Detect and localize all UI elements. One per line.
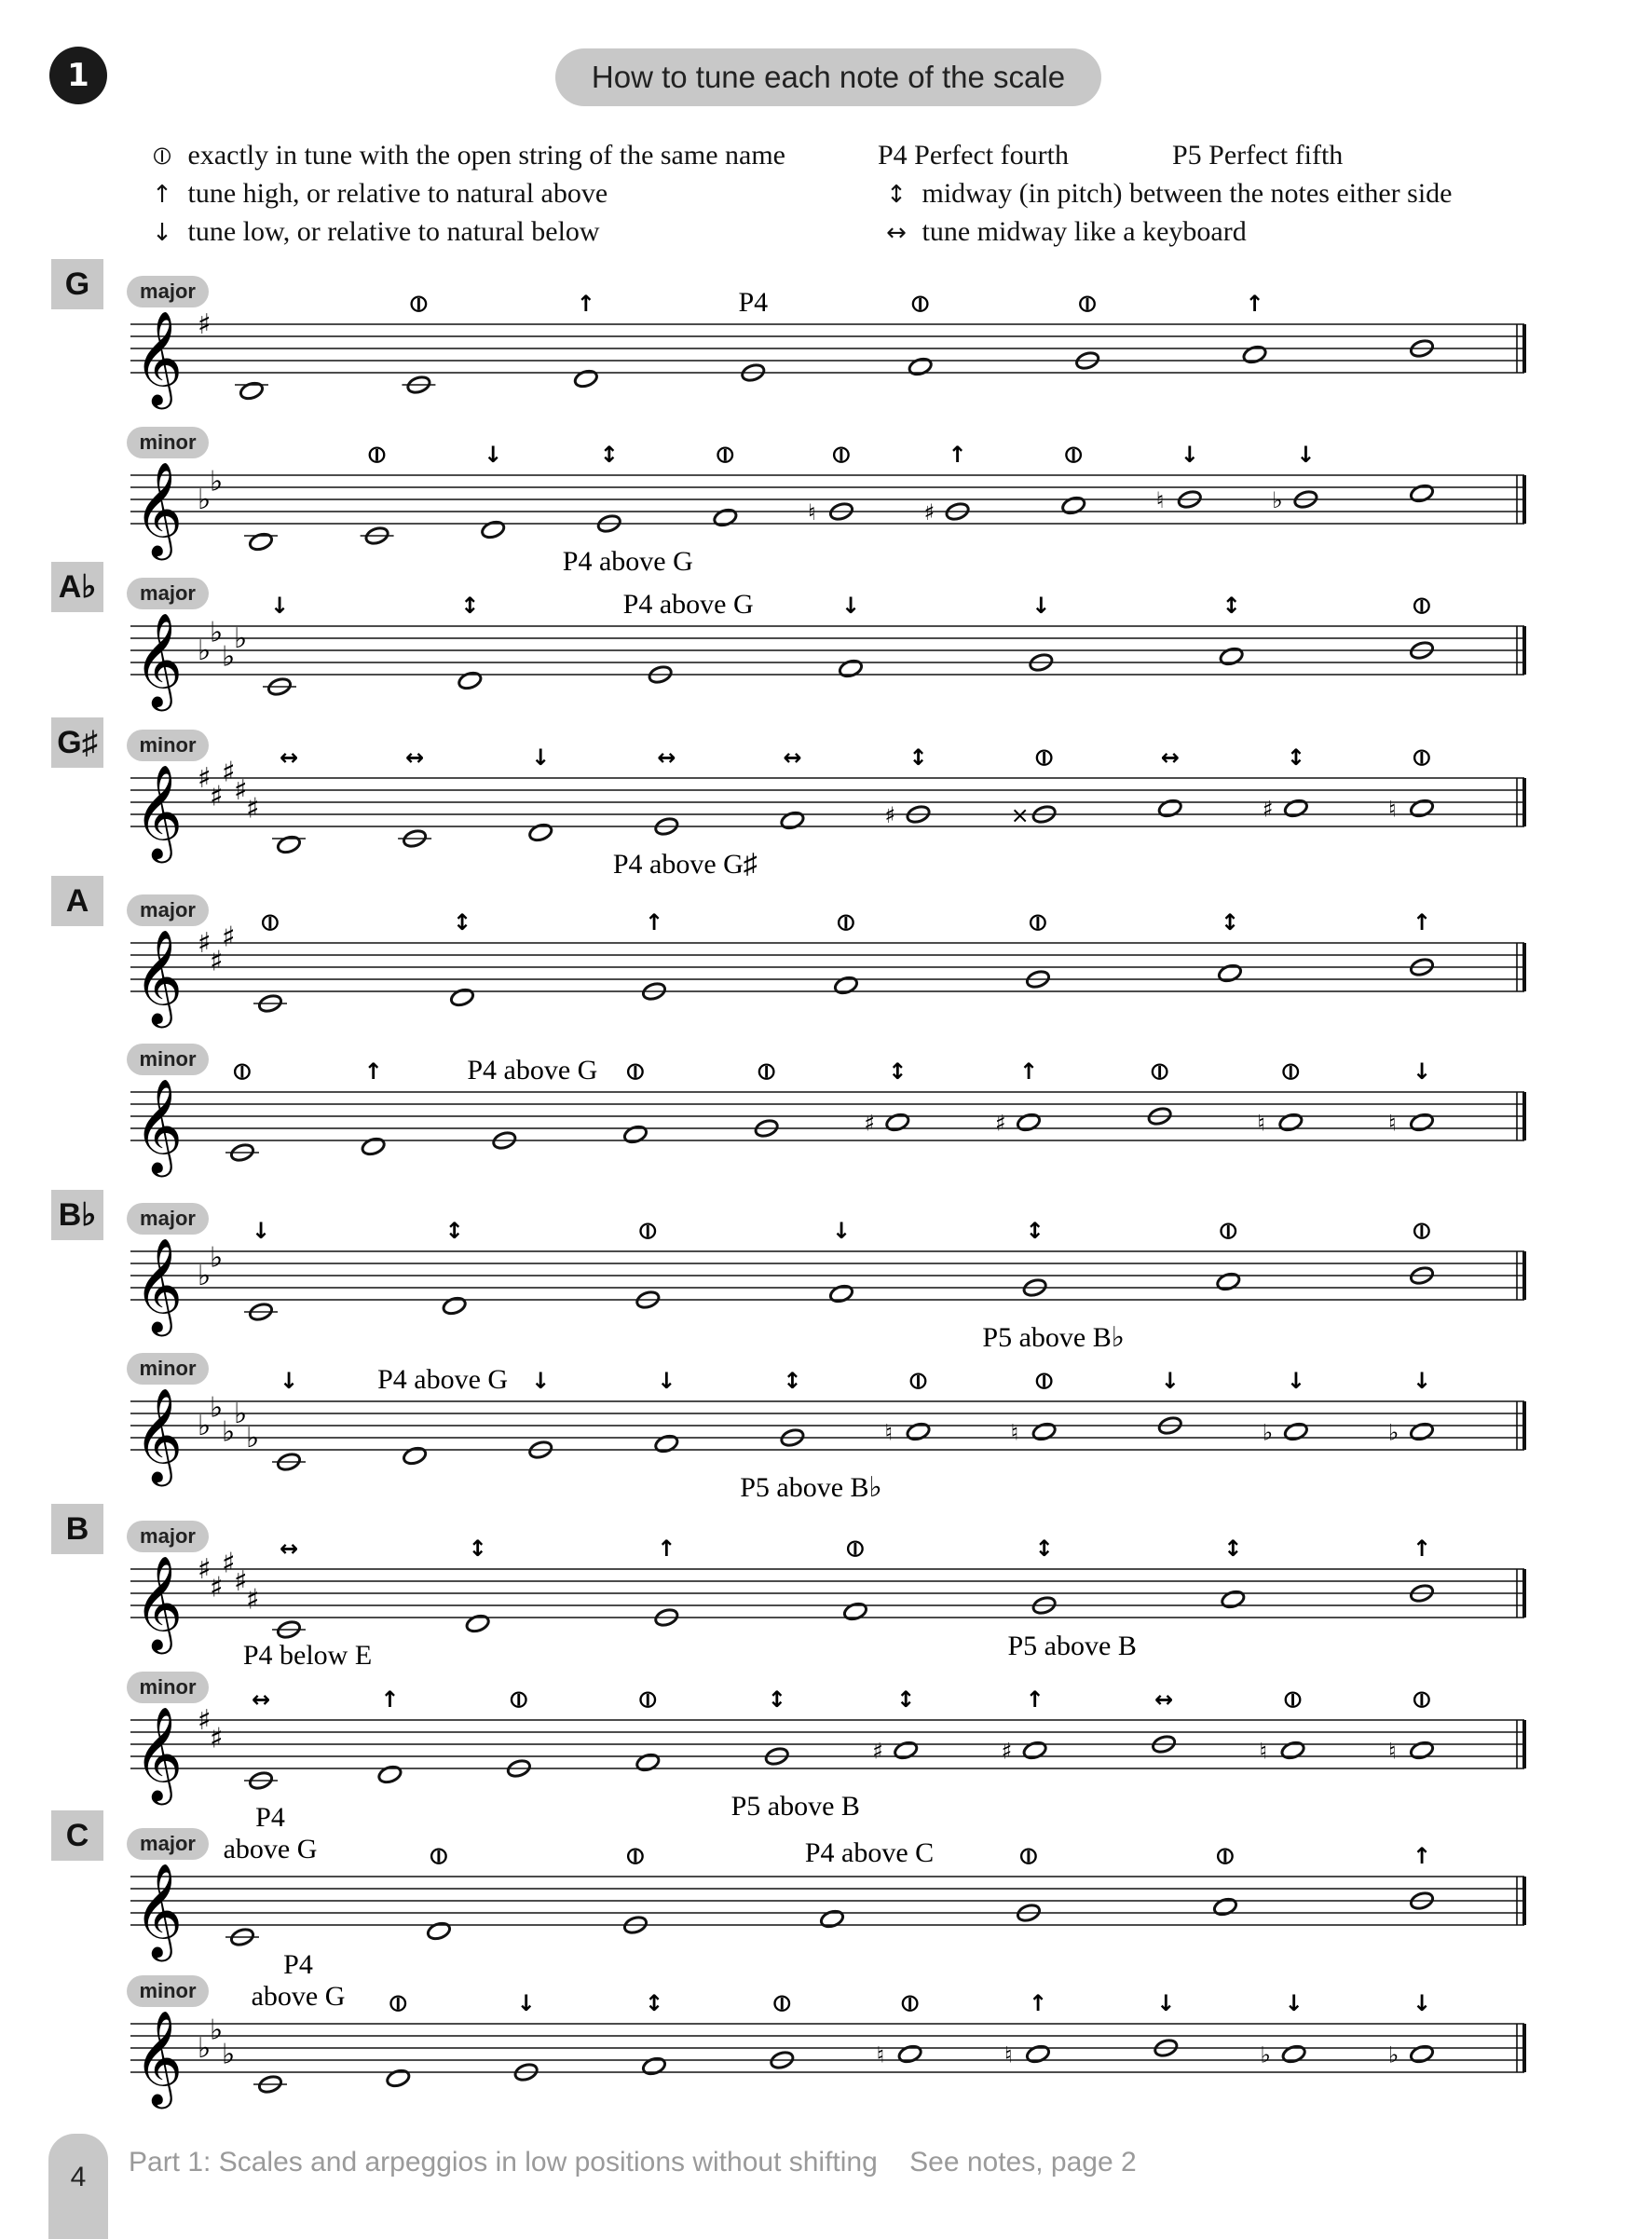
arrow-updown-icon: ↕: [1222, 593, 1241, 619]
key-sharp-icon: ♯: [198, 308, 212, 341]
treble-clef-icon: 𝄞: [134, 611, 184, 707]
key-flat-icon: ♭: [198, 1410, 212, 1442]
in-tune-circle-icon: ⦶: [717, 442, 734, 468]
mode-major-b-flat: major: [127, 1203, 209, 1235]
note-accidental-icon: ×: [1010, 802, 1030, 828]
arrow-updown-icon: ↕: [767, 1686, 786, 1713]
whole-note: [442, 1295, 468, 1316]
in-tune-circle-icon: ⦶: [833, 442, 850, 468]
whole-note: [1025, 2043, 1051, 2064]
in-tune-circle-icon: ⦶: [430, 1843, 447, 1869]
note-accidental-icon: ♮: [1259, 1738, 1268, 1765]
arrow-up-icon: ↑: [576, 291, 595, 317]
interval-label: P4 below E: [242, 1640, 373, 1671]
treble-clef-icon: 𝄞: [134, 1236, 184, 1332]
in-tune-circle-icon: ⦶: [909, 1368, 927, 1394]
interval-label: P4 above G: [622, 589, 754, 620]
treble-clef-icon: 𝄞: [134, 1862, 184, 1958]
arrow-down-icon: ↓: [484, 442, 503, 468]
key-flat-icon: ♭: [210, 465, 224, 498]
key-sharp-icon: ♯: [222, 756, 236, 789]
whole-note: [527, 822, 553, 842]
interval-label: above G: [251, 1981, 346, 2012]
key-sharp-icon: ♯: [210, 1571, 224, 1604]
arrow-leftright-icon: ↔: [279, 1536, 299, 1562]
legend-p5: P5 Perfect fifth: [1172, 140, 1344, 171]
whole-note: [622, 1124, 649, 1144]
in-tune-circle-icon: ⦶: [410, 291, 428, 317]
page-number-tab: 4: [48, 2134, 108, 2239]
legend-in-tune-text: exactly in tune with the open string of the same name: [187, 140, 785, 171]
footer: [129, 2147, 1161, 2178]
arrow-down-icon: ↓: [1180, 442, 1199, 468]
whole-note: [1409, 1740, 1435, 1760]
whole-note: [1409, 483, 1435, 503]
arrow-updown-icon: ↕: [599, 442, 619, 468]
in-tune-circle-icon: ⦶: [1284, 1686, 1302, 1713]
key-flat-icon: ♭: [198, 2032, 212, 2065]
page-title: How to tune each note of the scale: [555, 48, 1101, 106]
arrow-down-icon: ↓: [657, 1368, 676, 1394]
key-flat-icon: ♭: [198, 1260, 212, 1292]
note-accidental-icon: ♭: [1388, 2041, 1399, 2068]
note-accidental-icon: ♮: [884, 1419, 894, 1446]
interval-label: P4: [283, 1949, 313, 1980]
whole-note: [838, 658, 864, 678]
key-label-b: B: [51, 1504, 103, 1554]
whole-note: [1022, 1740, 1048, 1760]
whole-note: [1060, 495, 1086, 515]
arrow-down-icon: ↓: [152, 219, 172, 247]
whole-note: [1277, 1112, 1304, 1132]
arrow-updown-icon: ↕: [886, 181, 907, 209]
whole-note: [385, 2068, 411, 2088]
whole-note: [276, 834, 302, 854]
whole-note: [1031, 1421, 1058, 1441]
mode-minor-b: minor: [127, 1672, 209, 1703]
legend-p4: P4 Perfect fourth: [878, 140, 1069, 171]
arrow-down-icon: ↓: [1412, 1058, 1432, 1085]
arrow-up-icon: ↑: [644, 909, 664, 935]
arrow-updown-icon: ↕: [1286, 744, 1305, 771]
arrow-down-icon: ↓: [1031, 593, 1051, 619]
whole-note: [457, 670, 483, 690]
arrow-updown-icon: ↕: [460, 593, 480, 619]
in-tune-circle-icon: ⦶: [1413, 1686, 1430, 1713]
arrow-updown-icon: ↕: [1220, 909, 1240, 935]
key-flat-icon: ♭: [234, 622, 248, 655]
arrow-down-icon: ↓: [1412, 1368, 1432, 1394]
whole-note: [908, 356, 934, 376]
arrow-leftright-icon: ↔: [405, 744, 425, 771]
note-accidental-icon: ♮: [1004, 2041, 1013, 2068]
in-tune-circle-icon: ⦶: [1030, 909, 1046, 935]
arrow-leftright-icon: ↔: [657, 744, 676, 771]
arrow-leftright-icon: ↔: [251, 1686, 271, 1713]
note-accidental-icon: ♮: [1388, 1110, 1397, 1137]
in-tune-circle-icon: ⦶: [1079, 291, 1096, 317]
legend-midway-text: midway (in pitch) between the notes either side: [922, 178, 1453, 209]
mode-major-b: major: [127, 1521, 209, 1552]
arrow-up-icon: ↑: [1018, 1058, 1039, 1085]
whole-note: [1409, 798, 1435, 818]
note-accidental-icon: ♮: [1010, 1419, 1019, 1446]
arrow-down-icon: ↓: [1286, 1368, 1305, 1394]
arrow-down-icon: ↓: [531, 744, 551, 771]
key-label-g: G: [51, 259, 103, 309]
key-flat-icon: ♭: [198, 484, 212, 516]
arrow-up-icon: ↑: [948, 442, 967, 468]
footer-part-text: Part 1: Scales and arpeggios in low positions without shifting: [129, 2147, 878, 2178]
key-sharp-icon: ♯: [234, 774, 248, 807]
in-tune-circle-icon: ⦶: [758, 1058, 775, 1085]
arrow-down-icon: ↓: [1296, 442, 1316, 468]
key-flat-icon: ♭: [222, 1415, 236, 1449]
arrow-updown-icon: ↕: [444, 1218, 464, 1244]
key-sharp-icon: ♯: [246, 1583, 260, 1617]
in-tune-circle-icon: ⦶: [1217, 1843, 1234, 1869]
treble-clef-icon: 𝄞: [134, 2009, 184, 2105]
whole-note: [239, 380, 265, 401]
arrow-down-icon: ↓: [831, 1218, 852, 1244]
arrow-down-icon: ↓: [840, 593, 861, 619]
in-tune-circle-icon: ⦶: [639, 1218, 657, 1244]
note-accidental-icon: ♯: [1262, 796, 1274, 823]
whole-note: [465, 1613, 491, 1633]
treble-clef-icon: 𝄞: [134, 763, 184, 859]
arrow-down-icon: ↓: [251, 1218, 271, 1244]
in-tune-circle-icon: ⦶: [911, 291, 929, 317]
mode-minor-b-flat: minor: [127, 1353, 209, 1385]
key-sharp-icon: ♯: [210, 780, 224, 813]
arrow-up-icon: ↑: [1412, 1843, 1432, 1869]
arrow-up-icon: ↑: [380, 1686, 400, 1713]
key-flat-icon: ♭: [246, 1422, 260, 1454]
treble-clef-icon: 𝄞: [134, 928, 184, 1024]
in-tune-circle-icon: ⦶: [1020, 1843, 1037, 1869]
whole-note: [1280, 1740, 1306, 1760]
in-tune-circle-icon: ⦶: [262, 909, 279, 935]
arrow-down-icon: ↓: [1284, 1990, 1304, 2016]
interval-label: P4 above G: [377, 1364, 509, 1395]
note-accidental-icon: ♯: [923, 499, 935, 526]
mode-minor-g-sharp: minor: [127, 730, 209, 761]
in-tune-circle-icon: ⦶: [1413, 593, 1430, 619]
whole-note: [641, 2055, 667, 2076]
treble-clef-icon: 𝄞: [134, 309, 184, 405]
in-tune-circle-icon: ⦶: [511, 1686, 527, 1713]
whole-note: [780, 810, 806, 830]
key-flat-icon: ♭: [198, 635, 212, 667]
whole-note: [1281, 2043, 1307, 2064]
in-tune-circle-icon: ⦶: [838, 909, 854, 935]
interval-label: P4 above G: [562, 546, 693, 577]
interval-label: P4: [738, 287, 769, 318]
interval-label: above G: [223, 1834, 318, 1864]
interval-label: P5 above B♭: [982, 1322, 1125, 1353]
arrow-up-icon: ↑: [1028, 1990, 1048, 2016]
mode-minor-c: minor: [127, 1975, 209, 2007]
arrow-down-icon: ↓: [1412, 1990, 1432, 2016]
in-tune-circle-icon: ⦶: [847, 1536, 864, 1562]
arrow-leftright-icon: ↔: [1160, 744, 1180, 771]
in-tune-circle-icon: ⦶: [1035, 744, 1053, 771]
note-accidental-icon: ♭: [1262, 1419, 1274, 1446]
whole-note: [1157, 798, 1183, 818]
note-accidental-icon: ♯: [884, 802, 896, 828]
key-sharp-icon: ♯: [198, 1704, 212, 1737]
arrow-updown-icon: ↕: [888, 1058, 908, 1085]
whole-note: [449, 987, 475, 1007]
in-tune-circle-icon: ⦶: [389, 1990, 407, 2016]
arrow-updown-icon: ↕: [908, 744, 928, 771]
in-tune-circle-icon: ⦶: [153, 143, 171, 171]
whole-note: [377, 1764, 403, 1784]
mode-major-a: major: [127, 894, 209, 926]
whole-note: [819, 1908, 845, 1929]
interval-label: P4 above G♯: [612, 849, 758, 880]
key-flat-icon: ♭: [210, 2014, 224, 2047]
note-accidental-icon: ♮: [1257, 1110, 1265, 1137]
key-sharp-icon: ♯: [198, 762, 212, 795]
in-tune-circle-icon: ⦶: [1413, 1218, 1430, 1244]
whole-note: [1016, 1112, 1042, 1132]
whole-note: [1242, 344, 1268, 364]
arrow-down-icon: ↓: [516, 1990, 536, 2016]
note-accidental-icon: ♭: [1388, 1419, 1399, 1446]
in-tune-circle-icon: ⦶: [1151, 1058, 1168, 1085]
arrow-down-icon: ↓: [531, 1368, 551, 1394]
arrow-updown-icon: ↕: [644, 1990, 664, 2016]
arrow-down-icon: ↓: [1160, 1368, 1180, 1394]
whole-note: [1219, 646, 1245, 666]
in-tune-circle-icon: ⦶: [773, 1990, 791, 2016]
arrow-up-icon: ↑: [363, 1058, 383, 1085]
arrow-up-icon: ↑: [1412, 909, 1432, 935]
arrow-updown-icon: ↕: [783, 1368, 802, 1394]
arrow-down-icon: ↓: [279, 1368, 299, 1394]
note-accidental-icon: ♯: [995, 1110, 1006, 1137]
arrow-leftright-icon: ↔: [279, 744, 299, 771]
in-tune-circle-icon: ⦶: [1413, 744, 1430, 771]
whole-note: [884, 1112, 910, 1132]
key-flat-icon: ♭: [234, 1398, 248, 1430]
interval-label: P5 above B♭: [740, 1472, 882, 1503]
mode-major-a-flat: major: [127, 578, 209, 609]
whole-note: [653, 1433, 679, 1454]
in-tune-circle-icon: ⦶: [368, 442, 386, 468]
legend-low-text: tune low, or relative to natural below: [187, 216, 600, 247]
key-label-g-sharp: G♯: [51, 717, 103, 768]
mode-minor-a: minor: [127, 1044, 209, 1075]
arrow-leftright-icon: ↔: [783, 744, 802, 771]
treble-clef-icon: 𝄞: [134, 1077, 184, 1173]
whole-note: [1217, 962, 1243, 983]
legend-high-text: tune high, or relative to natural above: [187, 178, 608, 209]
interval-label: P4 above C: [804, 1837, 935, 1868]
arrow-updown-icon: ↕: [1034, 1536, 1054, 1562]
arrow-down-icon: ↓: [1156, 1990, 1176, 2016]
interval-label: P5 above B: [1007, 1631, 1137, 1661]
arrow-updown-icon: ↕: [468, 1536, 487, 1562]
key-label-b-flat: B♭: [51, 1190, 103, 1240]
note-accidental-icon: ♮: [1388, 1738, 1397, 1765]
legend-keyboard-text: tune midway like a keyboard: [922, 216, 1247, 247]
arrow-up-icon: ↑: [152, 181, 172, 209]
arrow-leftright-icon: ↔: [886, 219, 907, 247]
in-tune-circle-icon: ⦶: [234, 1058, 251, 1085]
whole-note: [833, 975, 859, 995]
arrow-updown-icon: ↕: [1223, 1536, 1243, 1562]
arrow-down-icon: ↓: [269, 593, 290, 619]
arrow-up-icon: ↑: [1245, 291, 1264, 317]
key-sharp-icon: ♯: [198, 927, 212, 960]
whole-note: [426, 1920, 452, 1941]
interval-label: P4 above G: [467, 1055, 598, 1085]
arrow-up-icon: ↑: [1025, 1686, 1044, 1713]
key-flat-icon: ♭: [210, 616, 224, 649]
key-sharp-icon: ♯: [222, 921, 236, 954]
in-tune-circle-icon: ⦶: [901, 1990, 919, 2016]
note-accidental-icon: ♮: [808, 499, 816, 526]
key-sharp-icon: ♯: [246, 792, 260, 826]
key-label-a: A: [51, 876, 103, 926]
arrow-updown-icon: ↕: [896, 1686, 916, 1713]
chapter-number-badge: 1: [49, 47, 107, 104]
key-sharp-icon: ♯: [210, 1722, 224, 1755]
whole-note: [573, 368, 599, 389]
whole-note: [402, 1445, 428, 1466]
key-sharp-icon: ♯: [210, 945, 224, 978]
in-tune-circle-icon: ⦶: [627, 1058, 644, 1085]
note-accidental-icon: ♭: [1260, 2041, 1271, 2068]
whole-note: [1409, 2043, 1435, 2064]
whole-note: [842, 1601, 868, 1621]
treble-clef-icon: 𝄞: [134, 1705, 184, 1801]
interval-label: P5 above B: [730, 1791, 860, 1822]
note-accidental-icon: ♯: [872, 1738, 883, 1765]
in-tune-circle-icon: ⦶: [627, 1843, 644, 1869]
note-accidental-icon: ♯: [864, 1110, 875, 1137]
whole-note: [897, 2043, 923, 2064]
in-tune-circle-icon: ⦶: [1065, 442, 1082, 468]
note-accidental-icon: ♮: [876, 2041, 885, 2068]
treble-clef-icon: 𝄞: [134, 1386, 184, 1482]
whole-note: [828, 1283, 854, 1304]
arrow-leftright-icon: ↔: [1154, 1686, 1174, 1713]
whole-note: [1212, 1896, 1238, 1917]
key-label-c: C: [51, 1810, 103, 1861]
key-sharp-icon: ♯: [198, 1553, 212, 1586]
arrow-updown-icon: ↕: [452, 909, 472, 935]
whole-note: [1283, 1421, 1309, 1441]
whole-note: [1215, 1271, 1241, 1291]
in-tune-circle-icon: ⦶: [1220, 1218, 1237, 1244]
in-tune-circle-icon: ⦶: [639, 1686, 657, 1713]
whole-note: [480, 519, 506, 539]
key-flat-icon: ♭: [222, 640, 236, 674]
whole-note: [906, 1421, 932, 1441]
mode-major-g: major: [127, 276, 209, 307]
whole-note: [361, 1136, 387, 1156]
key-flat-icon: ♭: [210, 1391, 224, 1425]
in-tune-circle-icon: ⦶: [1035, 1368, 1053, 1394]
key-flat-icon: ♭: [222, 2038, 236, 2071]
whole-note: [893, 1740, 919, 1760]
treble-clef-icon: 𝄞: [134, 460, 184, 556]
mode-minor-g: minor: [127, 427, 209, 458]
whole-note: [1283, 798, 1309, 818]
whole-note: [635, 1752, 661, 1772]
note-accidental-icon: ♮: [1388, 796, 1397, 823]
key-sharp-icon: ♯: [234, 1565, 248, 1598]
whole-note: [1409, 1112, 1435, 1132]
key-label-a-flat: A♭: [51, 562, 103, 612]
key-flat-icon: ♭: [210, 1241, 224, 1275]
arrow-up-icon: ↑: [1412, 1536, 1432, 1562]
whole-note: [248, 531, 274, 552]
note-accidental-icon: ♯: [1001, 1738, 1013, 1765]
whole-note: [1409, 1421, 1435, 1441]
note-accidental-icon: ♮: [1155, 487, 1165, 513]
footer-see-notes: See notes, page 2: [909, 2147, 1137, 2178]
arrow-up-icon: ↑: [657, 1536, 676, 1562]
interval-label: P4: [255, 1802, 285, 1833]
key-sharp-icon: ♯: [222, 1547, 236, 1580]
note-accidental-icon: ♭: [1272, 487, 1283, 513]
arrow-updown-icon: ↕: [1025, 1218, 1044, 1244]
in-tune-circle-icon: ⦶: [1282, 1058, 1300, 1085]
whole-note: [1220, 1589, 1246, 1609]
treble-clef-icon: 𝄞: [134, 1554, 184, 1650]
whole-note: [713, 507, 739, 527]
mode-major-c: major: [127, 1828, 209, 1860]
